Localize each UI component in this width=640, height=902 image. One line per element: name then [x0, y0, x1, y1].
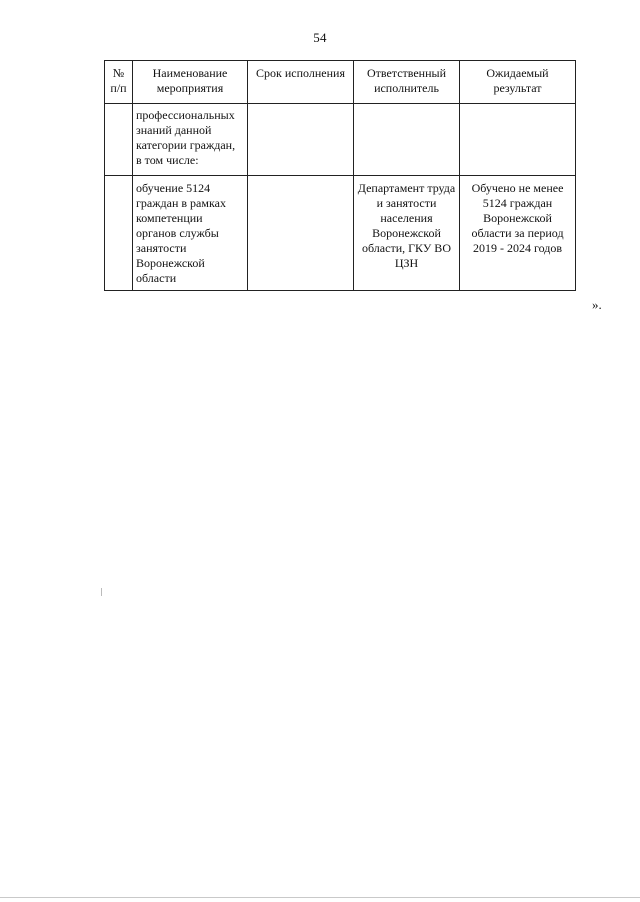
cell-number	[105, 176, 133, 291]
cell-responsible: Департамент труда и занятости населения Воронежской области, ГКУ ВО ЦЗН	[354, 176, 460, 291]
header-deadline: Срок исполнения	[248, 61, 354, 104]
cell-expected-result	[460, 104, 576, 176]
cell-activity-name: профессиональных знаний данной категории граждан, в том числе:	[133, 104, 248, 176]
header-responsible: Ответственный исполнитель	[354, 61, 460, 104]
table-row	[105, 104, 576, 176]
page-number: 54	[313, 30, 327, 45]
header-expected-result: Ожидаемый результат	[460, 61, 576, 104]
table-header-row	[105, 61, 576, 104]
cell-activity-name: обучение 5124 граждан в рамках компетенции органов службы занятости Воронежской области	[133, 176, 248, 291]
header-number: № п/п	[105, 61, 133, 104]
cell-expected-result: Обучено не менее 5124 граждан Воронежской области за период 2019 - 2024 годов	[460, 176, 576, 291]
table-row	[105, 176, 576, 291]
closing-quote-mark: ».	[592, 297, 602, 312]
cell-deadline	[248, 176, 354, 291]
cell-deadline	[248, 104, 354, 176]
activities-table	[104, 60, 576, 291]
page-bottom-edge	[0, 897, 640, 898]
cell-number	[105, 104, 133, 176]
cell-responsible	[354, 104, 460, 176]
margin-tick	[101, 588, 102, 596]
header-activity-name: Наименование мероприятия	[133, 61, 248, 104]
